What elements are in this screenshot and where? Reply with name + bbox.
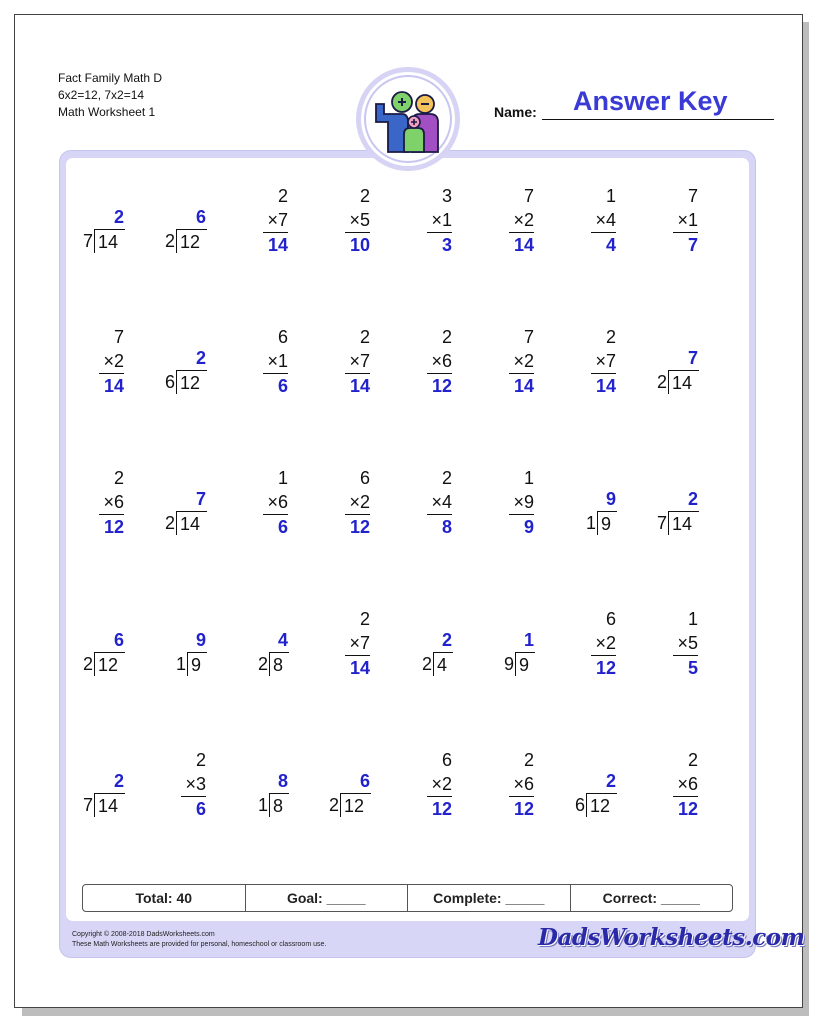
multiplication-problem	[560, 607, 630, 677]
multiplication-problem	[478, 184, 548, 254]
answer: 6	[277, 517, 288, 537]
answer: 2	[113, 771, 124, 791]
multiplication-stack	[509, 325, 534, 398]
division-problem	[150, 184, 220, 254]
factor-top: 6	[441, 750, 452, 770]
factor-top: 1	[687, 609, 698, 629]
answer: 7	[195, 489, 206, 509]
multiplication-problem	[150, 748, 220, 818]
division-problem	[560, 748, 630, 818]
dividend: 12	[180, 373, 201, 393]
factor-top: 7	[523, 327, 534, 347]
answer: 1	[523, 630, 534, 650]
division-problem	[642, 466, 712, 536]
multiplication-problem	[314, 466, 384, 536]
worksheet-title-block	[58, 70, 162, 121]
divisor: 2	[164, 231, 175, 251]
answer: 9	[605, 489, 616, 509]
factor-bottom: ×9	[509, 490, 534, 515]
goal-cell: Goal: _____	[246, 885, 409, 911]
multiplication-problem	[642, 748, 712, 818]
dividend: 14	[98, 796, 119, 816]
correct-cell: Correct: _____	[602, 890, 700, 906]
division-problem	[642, 325, 712, 395]
factor-top: 7	[687, 186, 698, 206]
answer: 4	[277, 630, 288, 650]
long-division	[314, 769, 384, 817]
multiplication-stack	[591, 325, 616, 398]
answer: 14	[103, 376, 124, 396]
factor-bottom: ×7	[345, 349, 370, 374]
long-division	[68, 205, 138, 253]
division-problem	[478, 607, 548, 677]
factor-bottom: ×1	[263, 349, 288, 374]
factor-bottom: ×2	[509, 208, 534, 233]
long-division	[232, 628, 302, 676]
answer: 2	[605, 771, 616, 791]
multiplication-problem	[396, 325, 466, 395]
multiplication-problem	[314, 325, 384, 395]
worksheet-subtitle: 6x2=12, 7x2=14	[58, 88, 145, 102]
multiplication-stack	[591, 607, 616, 680]
division-problem	[232, 748, 302, 818]
factor-bottom: ×7	[591, 349, 616, 374]
long-division	[150, 205, 220, 253]
factor-top: 7	[523, 186, 534, 206]
factor-top: 3	[441, 186, 452, 206]
multiplication-problem	[396, 748, 466, 818]
answer: 7	[687, 235, 698, 255]
divisor: 1	[585, 513, 596, 533]
brand-logo: DadsWorksheets.com	[538, 924, 805, 951]
factor-top: 2	[687, 750, 698, 770]
answer: 12	[595, 658, 616, 678]
divisor: 6	[164, 372, 175, 392]
division-problem	[314, 748, 384, 818]
long-division	[68, 628, 138, 676]
factor-top: 1	[605, 186, 616, 206]
multiplication-problem	[642, 607, 712, 677]
factor-top: 2	[195, 750, 206, 770]
multiplication-stack	[345, 466, 370, 539]
divisor: 9	[503, 654, 514, 674]
answer: 10	[349, 235, 370, 255]
dividend: 12	[344, 796, 365, 816]
divisor: 2	[328, 795, 339, 815]
answer: 2	[195, 348, 206, 368]
dividend: 9	[601, 514, 612, 534]
long-division	[560, 487, 630, 535]
dividend: 9	[519, 655, 530, 675]
long-division	[150, 346, 220, 394]
multiplication-stack	[509, 748, 534, 821]
division-problem	[396, 607, 466, 677]
divisor: 1	[257, 795, 268, 815]
factor-bottom: ×6	[509, 772, 534, 797]
long-division	[68, 769, 138, 817]
divisor: 1	[175, 654, 186, 674]
factor-bottom: ×4	[427, 490, 452, 515]
division-problem	[68, 748, 138, 818]
fact-family-logo-icon	[368, 82, 448, 158]
multiplication-problem	[396, 184, 466, 254]
score-box	[82, 884, 733, 912]
factor-bottom: ×6	[263, 490, 288, 515]
factor-bottom: ×6	[99, 490, 124, 515]
multiplication-problem	[68, 466, 138, 536]
factor-top: 6	[605, 609, 616, 629]
multiplication-problem	[478, 325, 548, 395]
answer: 6	[359, 771, 370, 791]
long-division	[232, 769, 302, 817]
factor-bottom: ×7	[263, 208, 288, 233]
answer: 12	[349, 517, 370, 537]
name-line	[542, 119, 774, 120]
long-division	[560, 769, 630, 817]
factor-top: 2	[359, 327, 370, 347]
answer: 8	[277, 771, 288, 791]
answer: 6	[195, 799, 206, 819]
answer: 6	[195, 207, 206, 227]
factor-bottom: ×6	[427, 349, 452, 374]
multiplication-stack	[99, 466, 124, 539]
factor-bottom: ×7	[345, 631, 370, 656]
factor-top: 2	[277, 186, 288, 206]
answer: 14	[349, 658, 370, 678]
answer: 14	[513, 235, 534, 255]
long-division	[642, 487, 712, 535]
copyright-line: Copyright © 2008-2018 DadsWorksheets.com	[72, 931, 215, 938]
multiplication-stack	[509, 466, 534, 539]
factor-top: 2	[605, 327, 616, 347]
factor-bottom: ×6	[673, 772, 698, 797]
factor-bottom: ×2	[99, 349, 124, 374]
factor-bottom: ×2	[427, 772, 452, 797]
multiplication-stack	[427, 466, 452, 539]
division-problem	[150, 607, 220, 677]
answer: 12	[103, 517, 124, 537]
division-problem	[560, 466, 630, 536]
factor-bottom: ×2	[591, 631, 616, 656]
multiplication-stack	[263, 184, 288, 257]
multiplication-stack	[509, 184, 534, 257]
multiplication-problem	[642, 184, 712, 254]
answer: 12	[431, 376, 452, 396]
copyright-notice	[72, 930, 326, 950]
complete-cell: Complete: _____	[408, 885, 571, 911]
total-cell: Total: 40	[83, 885, 246, 911]
answer: 5	[687, 658, 698, 678]
answer: 2	[113, 207, 124, 227]
answer: 14	[267, 235, 288, 255]
factor-bottom: ×4	[591, 208, 616, 233]
answer: 12	[677, 799, 698, 819]
divisor: 2	[421, 654, 432, 674]
dividend: 12	[98, 655, 119, 675]
multiplication-problem	[560, 325, 630, 395]
division-problem	[68, 184, 138, 254]
multiplication-problem	[478, 466, 548, 536]
factor-top: 1	[523, 468, 534, 488]
dividend: 4	[437, 655, 448, 675]
answer: 9	[195, 630, 206, 650]
factor-bottom: ×5	[345, 208, 370, 233]
dividend: 14	[672, 514, 693, 534]
answer: 14	[595, 376, 616, 396]
multiplication-problem	[232, 325, 302, 395]
multiplication-stack	[673, 184, 698, 257]
answer: 12	[431, 799, 452, 819]
factor-top: 6	[277, 327, 288, 347]
multiplication-problem	[314, 607, 384, 677]
dividend: 14	[672, 373, 693, 393]
dividend: 8	[273, 655, 284, 675]
long-division	[478, 628, 548, 676]
multiplication-stack	[263, 325, 288, 398]
answer: 2	[687, 489, 698, 509]
factor-bottom: ×5	[673, 631, 698, 656]
long-division	[150, 487, 220, 535]
factor-top: 2	[359, 609, 370, 629]
factor-top: 2	[359, 186, 370, 206]
multiplication-problem	[560, 184, 630, 254]
dividend: 14	[180, 514, 201, 534]
factor-top: 6	[359, 468, 370, 488]
division-problem	[150, 466, 220, 536]
division-problem	[150, 325, 220, 395]
factor-bottom: ×2	[509, 349, 534, 374]
factor-bottom: ×2	[345, 490, 370, 515]
multiplication-stack	[591, 184, 616, 257]
answer: 9	[523, 517, 534, 537]
answer: 14	[513, 376, 534, 396]
divisor: 7	[82, 231, 93, 251]
multiplication-stack	[345, 184, 370, 257]
divisor: 6	[574, 795, 585, 815]
divisor: 2	[257, 654, 268, 674]
factor-bottom: ×1	[427, 208, 452, 233]
dividend: 12	[180, 232, 201, 252]
long-division	[396, 628, 466, 676]
multiplication-problem	[478, 748, 548, 818]
divisor: 2	[164, 513, 175, 533]
factor-top: 7	[113, 327, 124, 347]
multiplication-problem	[68, 325, 138, 395]
divisor: 7	[656, 513, 667, 533]
multiplication-stack	[263, 466, 288, 539]
long-division	[150, 628, 220, 676]
multiplication-stack	[673, 607, 698, 680]
answer: 3	[441, 235, 452, 255]
answer: 4	[605, 235, 616, 255]
multiplication-problem	[396, 466, 466, 536]
factor-top: 2	[441, 468, 452, 488]
worksheet-number: Math Worksheet 1	[58, 105, 156, 119]
factor-top: 2	[113, 468, 124, 488]
dividend: 9	[191, 655, 202, 675]
multiplication-stack	[427, 184, 452, 257]
divisor: 2	[82, 654, 93, 674]
answer: 8	[441, 517, 452, 537]
dividend: 14	[98, 232, 119, 252]
multiplication-problem	[314, 184, 384, 254]
answer: 7	[687, 348, 698, 368]
answer: 14	[349, 376, 370, 396]
name-label: Name:	[494, 104, 537, 120]
dividend: 12	[590, 796, 611, 816]
multiplication-stack	[345, 325, 370, 398]
multiplication-problem	[232, 184, 302, 254]
multiplication-stack	[99, 325, 124, 398]
multiplication-stack	[673, 748, 698, 821]
divisor: 2	[656, 372, 667, 392]
factor-top: 2	[523, 750, 534, 770]
multiplication-stack	[345, 607, 370, 680]
dividend: 8	[273, 796, 284, 816]
division-problem	[68, 607, 138, 677]
usage-line: These Math Worksheets are provided for personal, homeschool or classroom use.	[72, 941, 327, 948]
factor-top: 1	[277, 468, 288, 488]
worksheet-title: Fact Family Math D	[58, 71, 163, 85]
factor-bottom: ×3	[181, 772, 206, 797]
answer: 6	[277, 376, 288, 396]
divisor: 7	[82, 795, 93, 815]
answer-key-label: Answer Key	[573, 86, 728, 116]
answer: 6	[113, 630, 124, 650]
factor-top: 2	[441, 327, 452, 347]
answer: 2	[441, 630, 452, 650]
multiplication-stack	[181, 748, 206, 821]
long-division	[642, 346, 712, 394]
factor-bottom: ×1	[673, 208, 698, 233]
multiplication-problem	[232, 466, 302, 536]
multiplication-stack	[427, 325, 452, 398]
multiplication-stack	[427, 748, 452, 821]
answer: 12	[513, 799, 534, 819]
division-problem	[232, 607, 302, 677]
